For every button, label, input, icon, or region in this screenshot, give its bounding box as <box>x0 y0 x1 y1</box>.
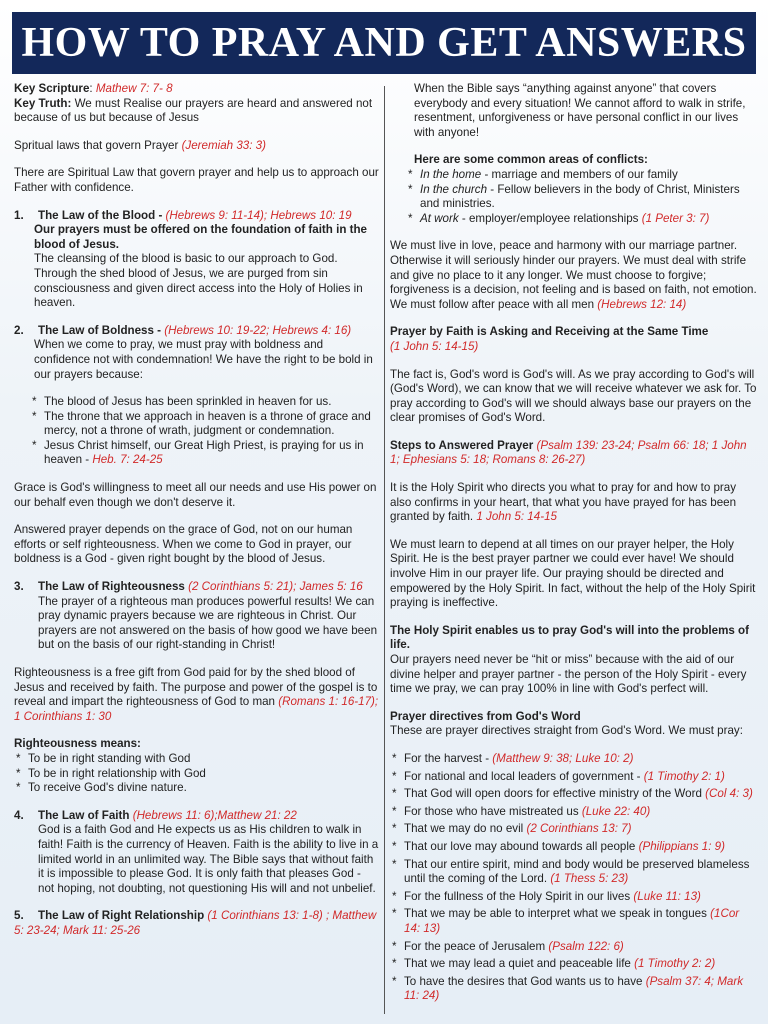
directive-ref: (Luke 11: 13) <box>633 889 701 903</box>
conflicts-title: Here are some common areas of conflicts: <box>414 153 648 167</box>
list-item: * To receive God's divine nature. <box>14 781 380 796</box>
grace-paragraph: Grace is God's willingness to meet all our needs and use His power on our behalf even though we don't deserve it. <box>14 481 377 509</box>
law3-title: The Law of Righteousness <box>38 580 185 594</box>
key-truth-label: Key Truth: <box>14 96 72 110</box>
directive-ref: (Luke 22: 40) <box>581 804 651 818</box>
law2-number: 2. <box>14 323 24 337</box>
list-item: * To be in right relationship with God <box>14 767 380 782</box>
directive-ref: (1 Timothy 2: 2) <box>634 957 716 971</box>
directives-list <box>390 752 758 1004</box>
list-item <box>390 805 758 820</box>
spirit-paragraph <box>390 481 758 525</box>
love-paragraph <box>390 239 758 312</box>
steps-ref: (Psalm 139: 23-24; Psalm 66: 18; 1 John 1; Ephesians 5: 18; Romans 8: 26-27) <box>390 438 747 467</box>
directive-ref: (1Cor 14: 13) <box>404 907 740 935</box>
directive-text: That our entire spirit, mind and body would be preserved blameless until the coming of the Lord. <box>404 857 750 886</box>
law4-text: God is a faith God and He expects us as His children to walk in faith! Faith is the currency of Heaven. Faith is the ability to live in a limited world in an unlimited way. The Bible says that without faith it is impossible to please God. It is only faith that pleases God - not hoping, not doubting, not questioning His will and not unbelief. <box>38 823 379 895</box>
law3-number: 3. <box>14 580 24 594</box>
list-item <box>390 168 758 183</box>
directives-heading <box>390 710 758 739</box>
conflicts-list <box>390 168 758 226</box>
key-scripture-label: Key Scripture <box>14 82 90 95</box>
intro-paragraph: There are Spiritual Law that govern prayer and help us to approach our Father with confidence. <box>14 166 379 194</box>
righteousness-ref: (Romans 1: 16-17); 1 Corinthians 1: 30 <box>14 695 379 723</box>
love-ref: (Hebrews 12: 14) <box>597 297 687 311</box>
means-title: Righteousness means: <box>14 737 141 751</box>
law2-heading <box>14 324 380 339</box>
list-item: * The throne that we approach in heaven is a throne of grace and mercy, not a throne of wrath, judgment or condemnation. <box>14 410 380 439</box>
fact-paragraph: The fact is, God's word is God's will. As we pray according to God's will (God's Word), we can know that we will receive whatever we ask for. To pray according to God's will we should always base our prayers on the clear promises of God's Word. <box>390 367 757 425</box>
law2-text: When we come to pray, we must pray with boldness and confidence not with condemnation! We have the right to be bold in our prayers because: <box>34 338 373 381</box>
directive-text: To have the desires that God wants us to have <box>404 974 643 988</box>
enables-title: The Holy Spirit enables us to pray God's will into the problems of life. <box>390 623 749 652</box>
directive-text: That our love may abound towards all people <box>404 839 636 853</box>
spirit-text: It is the Holy Spirit who directs you what to pray for and how to pray also confirms in your heart, that what you have prayed for has been granted by faith. <box>390 481 737 524</box>
enables-paragraph <box>390 624 758 697</box>
faith-title: Prayer by Faith is Asking and Receiving at the Same Time <box>390 325 709 339</box>
directive-ref: (Matthew 9: 38; Luke 10: 2) <box>492 751 634 765</box>
directive-text: For national and local leaders of government - <box>404 769 641 783</box>
directive-text: That we may do no evil <box>404 822 524 836</box>
law5-title: The Law of Right Relationship <box>38 909 205 923</box>
answered-paragraph: Answered prayer depends on the grace of God, not on our human efforts or self righteousness. When we come to God in prayer, our boldness is a God - given right bought by the blood of Jesus. <box>14 523 353 566</box>
right-column <box>390 82 758 1017</box>
law5-ref: (1 Corinthians 13: 1-8) ; Matthew 5: 23-24; Mark 11: 25-26 <box>14 909 377 937</box>
anything-paragraph: When the Bible says “anything against anyone” that covers everybody and every situation! We cannot afford to walk in strife, resentment, unforgiveness or have personal conflict in our lives with anyone! <box>414 82 746 139</box>
spiritual-laws-ref: (Jeremiah 33: 3) <box>181 138 266 152</box>
righteousness-paragraph <box>14 666 380 724</box>
spiritual-laws-line <box>14 139 380 154</box>
page-title: HOW TO PRAY AND GET ANSWERS <box>12 12 756 74</box>
list-item <box>14 439 380 468</box>
directive-ref: (1 Thess 5: 23) <box>550 872 629 886</box>
directive-ref: (Philippians 1: 9) <box>638 839 725 853</box>
conflict3-label: At work <box>420 211 459 225</box>
directive-text: That we may lead a quiet and peaceable life <box>404 957 631 971</box>
faith-heading <box>390 325 758 354</box>
directive-ref: (Psalm 37: 4; Mark 11: 24) <box>404 974 743 1003</box>
steps-title: Steps to Answered Prayer <box>390 438 534 452</box>
directives-title: Prayer directives from God's Word <box>390 709 581 723</box>
enables-text: Our prayers need never be “hit or miss” because with the aid of our divine helper and prayer partner - the person of the Holy Spirit - every time we pray, we can pray 100% in line with God's perfect will. <box>390 653 747 696</box>
list-item: * To be in right standing with God <box>14 752 380 767</box>
list-item <box>390 840 758 855</box>
law2-title: The Law of Boldness - <box>38 323 162 337</box>
righteousness-text: Righteousness is a free gift from God paid for by the shed blood of Jesus and received by faith. The purpose and power of the gospel is to reveal and impart the righteousness of God to man <box>14 666 378 709</box>
law1-title: The Law of the Blood - <box>38 208 163 222</box>
key-section: Key Scripture: Mathew 7: 7- 8 Key Truth: We must Realise our prayers are heard and answered not because of us but because of Jesus <box>14 82 373 125</box>
conflict1-label: In the home <box>420 167 482 181</box>
directive-text: For those who have mistreated us <box>404 804 579 818</box>
law3-heading <box>14 580 380 595</box>
law1-ref: (Hebrews 9: 11-14); Hebrews 10: 19 <box>165 208 352 222</box>
column-divider <box>384 86 385 1014</box>
directive-ref: (2 Corinthians 13: 7) <box>526 822 632 836</box>
directives-intro: These are prayer directives straight from God's Word. We must pray: <box>390 724 743 738</box>
list-item <box>390 975 758 1004</box>
law1-number: 1. <box>14 208 24 222</box>
steps-heading <box>390 439 758 468</box>
law4-title: The Law of Faith <box>38 808 130 822</box>
list-item <box>390 752 758 767</box>
list-item: * The blood of Jesus has been sprinkled in heaven for us. <box>14 395 380 410</box>
directive-text: For the fullness of the Holy Spirit in our lives <box>404 889 631 903</box>
law2-bullet3-text: Jesus Christ himself, our Great High Priest, is praying for us in heaven - <box>44 438 364 467</box>
law1-text: The cleansing of the blood is basic to our approach to God. Through the shed blood of Jesus, we are purged from sin consciousness and given direct access into the Holy of Holies in heaven. <box>34 252 363 310</box>
list-item <box>390 858 758 887</box>
depend-paragraph: We must learn to depend at all times on our prayer helper, the Holy Spirit. He is the best prayer partner we could ever have! We should involve Him in our prayer life. Our praying should be directed and empowered by the Holy Spirit. In fact, without the help of the Holy Spirit praying is ineffective. <box>390 537 756 610</box>
directive-ref: (1 Timothy 2: 1) <box>643 769 725 783</box>
key-truth-text: We must Realise our prayers are heard and answered not because of us but because of Jesus <box>14 96 373 125</box>
law-of-boldness <box>14 324 380 382</box>
law4-ref: (Hebrews 11: 6);Matthew 21: 22 <box>132 808 297 822</box>
directive-text: That God will open doors for effective ministry of the Word <box>404 787 702 801</box>
law4-number: 4. <box>14 808 24 822</box>
directive-text: For the harvest - <box>404 751 490 765</box>
law-of-righteousness <box>14 580 380 653</box>
list-item <box>390 770 758 785</box>
list-item <box>390 822 758 837</box>
spirit-ref: 1 John 5: 14-15 <box>476 510 557 524</box>
law1-heading <box>14 209 380 224</box>
law2-bullet3-ref: Heb. 7: 24-25 <box>92 453 163 467</box>
spiritual-laws-text: Spritual laws that govern Prayer <box>14 138 179 152</box>
conflict3-text: - employer/employee relationships <box>461 211 639 225</box>
law3-ref: (2 Corinthians 5: 21); James 5: 16 <box>188 580 363 594</box>
conflict2-label: In the church <box>420 182 488 196</box>
law5-number: 5. <box>14 909 24 923</box>
directive-text: That we may be able to interpret what we speak in tongues <box>404 907 707 921</box>
means-list <box>14 752 380 796</box>
key-scripture-ref: Mathew 7: 7- 8 <box>95 82 173 95</box>
list-item <box>390 787 758 802</box>
list-item <box>390 957 758 972</box>
conflict1-text: - marriage and members of our family <box>484 167 678 181</box>
directive-ref: (Psalm 122: 6) <box>548 939 624 953</box>
list-item <box>390 940 758 955</box>
law2-bullets <box>14 395 380 468</box>
law5-heading <box>14 909 380 938</box>
list-item <box>390 890 758 905</box>
conflict2-text: - Fellow believers in the body of Christ, Ministers and ministries. <box>420 182 740 211</box>
faith-ref: (1 John 5: 14-15) <box>390 339 479 353</box>
law3-text: The prayer of a righteous man produces powerful results! We can pray dynamic prayers because we are righteous in Christ. Our prayers are not answered on the basis of how good we have been but on the basis of our right-standing in Christ! <box>38 594 378 652</box>
law2-ref: (Hebrews 10: 19-22; Hebrews 4: 16) <box>164 323 352 337</box>
law-of-blood <box>14 209 380 311</box>
directive-text: For the peace of Jerusalem <box>404 939 546 953</box>
law-of-faith <box>14 809 380 897</box>
conflict3-ref: (1 Peter 3: 7) <box>641 211 710 225</box>
law-of-right-relationship <box>14 909 380 938</box>
law4-heading <box>14 809 380 824</box>
law1-bold: Our prayers must be offered on the foundation of faith in the blood of Jesus. <box>34 223 368 251</box>
list-item <box>390 212 758 227</box>
directive-ref: (Col 4: 3) <box>705 787 753 801</box>
love-text: We must live in love, peace and harmony with our marriage partner. Otherwise it will seriously hinder our prayers. We must deal with strife and give no place to it any longer. We must choose to forgive; forgiveness is a decision, not feeling and is based on faith, not emotion. We must follow after peace with all men <box>390 239 757 311</box>
list-item <box>390 907 758 936</box>
left-column <box>14 82 380 952</box>
list-item <box>390 183 758 212</box>
